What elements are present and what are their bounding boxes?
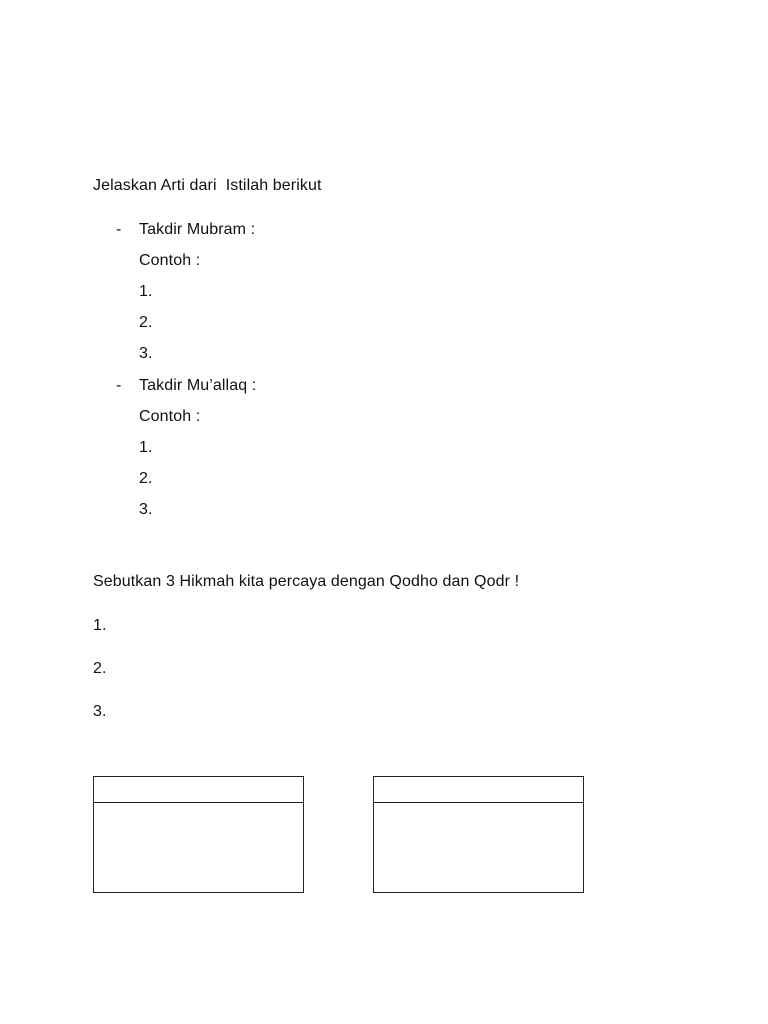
item1-number-3: 3. (139, 345, 153, 362)
section2-title: Sebutkan 3 Hikmah kita percaya dengan Qodho dan Qodr ! (93, 573, 520, 590)
item1-term: Takdir Mubram : (139, 221, 256, 238)
item1-number-2: 2. (139, 314, 153, 331)
item2-number-2: 2. (139, 470, 153, 487)
section2-number-1: 1. (93, 617, 107, 634)
item2-term: Takdir Mu’allaq : (139, 377, 257, 394)
answer-box-left (93, 776, 304, 893)
section2-number-3: 3. (93, 703, 107, 720)
item1-number-1: 1. (139, 283, 153, 300)
answer-box-right (373, 776, 584, 893)
item1-example-label: Contoh : (139, 252, 201, 269)
item2-example-label: Contoh : (139, 408, 201, 425)
item1-bullet: - (116, 221, 122, 238)
answer-box-left-header (94, 777, 303, 803)
item2-number-1: 1. (139, 439, 153, 456)
section1-title: Jelaskan Arti dari Istilah berikut (93, 177, 322, 194)
section2-number-2: 2. (93, 660, 107, 677)
item2-bullet: - (116, 377, 122, 394)
answer-box-right-header (374, 777, 583, 803)
item2-number-3: 3. (139, 501, 153, 518)
